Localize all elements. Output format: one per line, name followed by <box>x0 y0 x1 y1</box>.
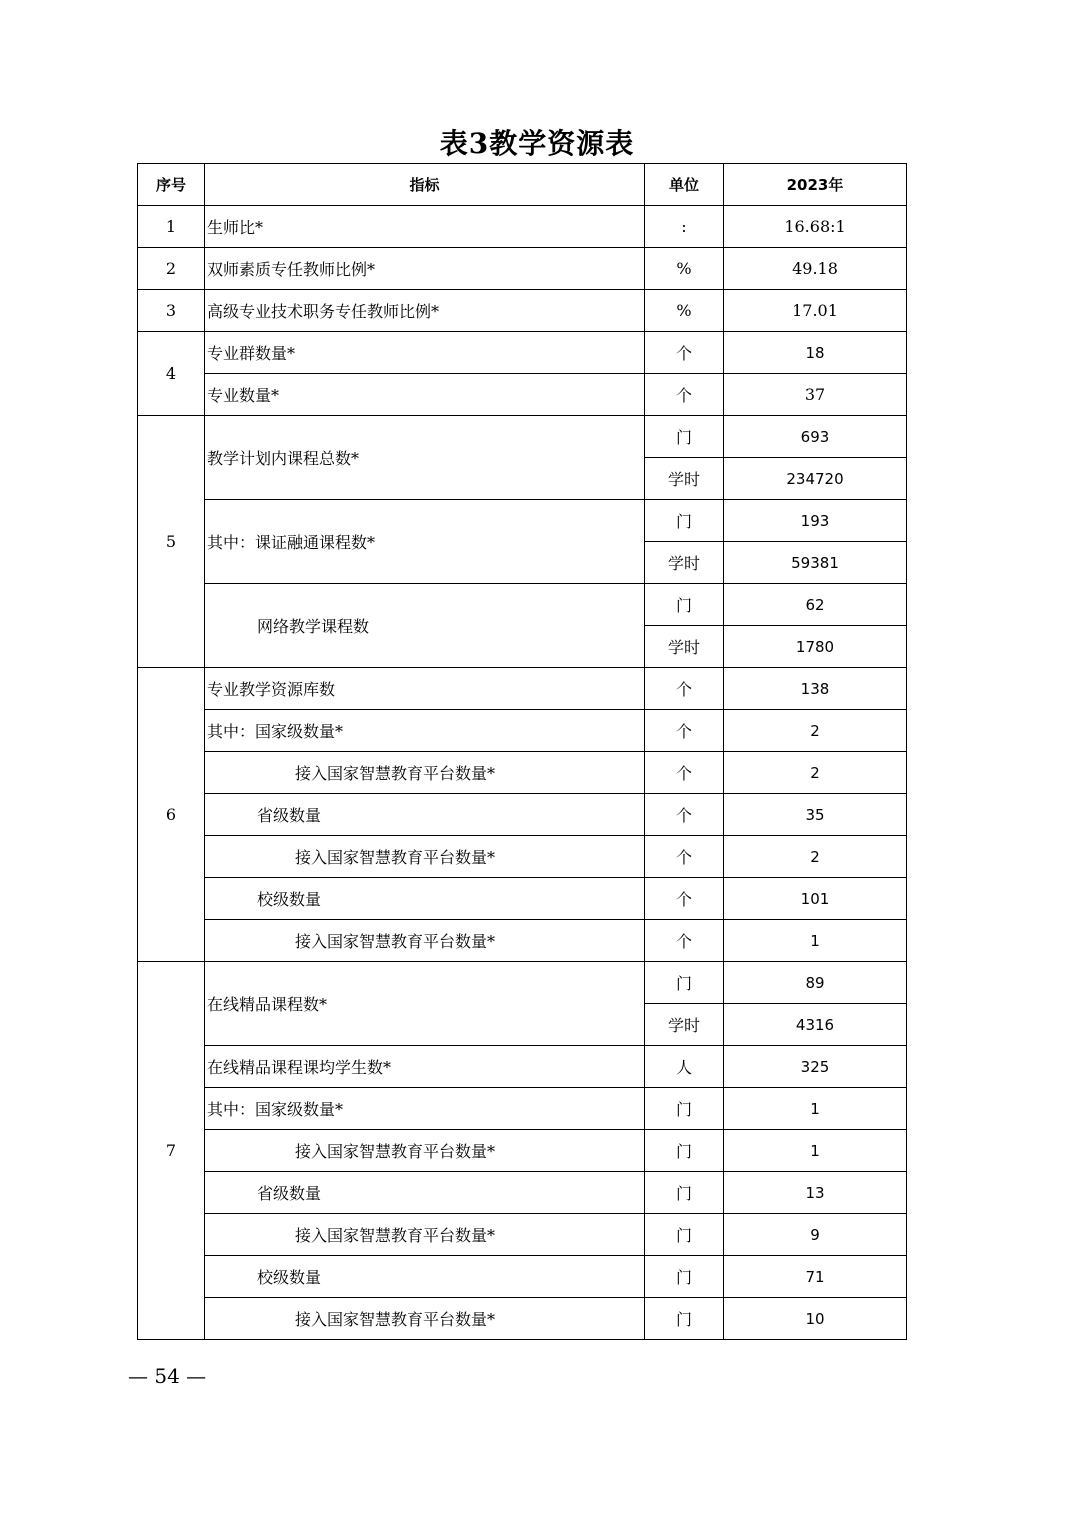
table-row <box>138 836 907 878</box>
row-indicator: 双师素质专任教师比例* <box>205 248 645 290</box>
row-indicator: 校级数量 <box>205 1256 645 1298</box>
teaching-resources-table <box>137 163 907 1340</box>
row-seq: 3 <box>138 290 205 332</box>
header-unit: 单位 <box>645 164 724 206</box>
row-indicator: 其中：国家级数量* <box>205 710 645 752</box>
table-row <box>138 668 907 710</box>
row-indicator: 网络教学课程数 <box>205 584 645 668</box>
table-row <box>138 752 907 794</box>
header-indicator: 指标 <box>205 164 645 206</box>
row-unit: 门 <box>645 1130 724 1172</box>
row-unit: 门 <box>645 584 724 626</box>
row-indicator: 在线精品课程课均学生数* <box>205 1046 645 1088</box>
row-unit: 门 <box>645 1256 724 1298</box>
row-indicator: 接入国家智慧教育平台数量* <box>205 1298 645 1340</box>
row-value: 2 <box>724 752 907 794</box>
row-indicator: 教学计划内课程总数* <box>205 416 645 500</box>
table-row <box>138 1256 907 1298</box>
row-value: 2 <box>724 710 907 752</box>
table-row <box>138 920 907 962</box>
row-unit: 门 <box>645 1214 724 1256</box>
row-value: 1 <box>724 1130 907 1172</box>
table-row <box>138 1298 907 1340</box>
row-unit: 门 <box>645 416 724 458</box>
row-indicator: 其中：国家级数量* <box>205 1088 645 1130</box>
row-unit: % <box>645 248 724 290</box>
row-value: 13 <box>724 1172 907 1214</box>
row-value: 138 <box>724 668 907 710</box>
row-seq: 2 <box>138 248 205 290</box>
table-row <box>138 1046 907 1088</box>
table-row <box>138 290 907 332</box>
row-unit: 个 <box>645 752 724 794</box>
row-indicator: 省级数量 <box>205 794 645 836</box>
row-indicator: 接入国家智慧教育平台数量* <box>205 920 645 962</box>
table-row <box>138 500 907 542</box>
table-row <box>138 248 907 290</box>
table-row <box>138 1214 907 1256</box>
table-row <box>138 962 907 1004</box>
row-unit: 个 <box>645 794 724 836</box>
row-indicator: 接入国家智慧教育平台数量* <box>205 752 645 794</box>
row-value: 1 <box>724 920 907 962</box>
row-value: 17.01 <box>724 290 907 332</box>
row-value: 35 <box>724 794 907 836</box>
row-indicator: 专业数量* <box>205 374 645 416</box>
row-seq: 5 <box>138 416 205 668</box>
row-unit: 学时 <box>645 458 724 500</box>
table-row <box>138 206 907 248</box>
row-value: 89 <box>724 962 907 1004</box>
table-row <box>138 416 907 458</box>
row-unit: % <box>645 290 724 332</box>
row-indicator: 生师比* <box>205 206 645 248</box>
table-row <box>138 1130 907 1172</box>
row-value: 71 <box>724 1256 907 1298</box>
row-value: 4316 <box>724 1004 907 1046</box>
row-unit: 个 <box>645 710 724 752</box>
row-unit: 学时 <box>645 626 724 668</box>
row-indicator: 省级数量 <box>205 1172 645 1214</box>
row-unit: 门 <box>645 962 724 1004</box>
row-value: 234720 <box>724 458 907 500</box>
row-indicator: 接入国家智慧教育平台数量* <box>205 836 645 878</box>
row-unit: 门 <box>645 1088 724 1130</box>
row-unit: 个 <box>645 668 724 710</box>
row-unit: 门 <box>645 1172 724 1214</box>
row-value: 18 <box>724 332 907 374</box>
header-year: 2023年 <box>724 164 907 206</box>
row-value: 9 <box>724 1214 907 1256</box>
row-value: 59381 <box>724 542 907 584</box>
row-unit: : <box>645 206 724 248</box>
table-row <box>138 1088 907 1130</box>
row-value: 16.68:1 <box>724 206 907 248</box>
row-value: 693 <box>724 416 907 458</box>
row-indicator: 在线精品课程数* <box>205 962 645 1046</box>
row-unit: 个 <box>645 836 724 878</box>
row-value: 193 <box>724 500 907 542</box>
table-row <box>138 1172 907 1214</box>
row-value: 325 <box>724 1046 907 1088</box>
table-row <box>138 374 907 416</box>
row-seq: 6 <box>138 668 205 962</box>
row-unit: 学时 <box>645 542 724 584</box>
row-indicator: 校级数量 <box>205 878 645 920</box>
row-unit: 门 <box>645 1298 724 1340</box>
row-value: 49.18 <box>724 248 907 290</box>
row-value: 10 <box>724 1298 907 1340</box>
row-seq: 1 <box>138 206 205 248</box>
row-indicator: 高级专业技术职务专任教师比例* <box>205 290 645 332</box>
row-unit: 个 <box>645 920 724 962</box>
row-seq: 4 <box>138 332 205 416</box>
row-value: 101 <box>724 878 907 920</box>
row-unit: 个 <box>645 332 724 374</box>
table-body <box>138 206 907 1340</box>
row-indicator: 接入国家智慧教育平台数量* <box>205 1130 645 1172</box>
table-row <box>138 710 907 752</box>
table-title: 表3教学资源表 <box>439 127 635 160</box>
row-indicator: 专业教学资源库数 <box>205 668 645 710</box>
row-indicator: 专业群数量* <box>205 332 645 374</box>
row-value: 37 <box>724 374 907 416</box>
row-unit: 门 <box>645 500 724 542</box>
header-seq: 序号 <box>138 164 205 206</box>
table-row <box>138 878 907 920</box>
row-indicator: 接入国家智慧教育平台数量* <box>205 1214 645 1256</box>
row-value: 1 <box>724 1088 907 1130</box>
row-seq: 7 <box>138 962 205 1340</box>
table-header-row <box>138 164 907 206</box>
row-indicator: 其中：课证融通课程数* <box>205 500 645 584</box>
row-unit: 学时 <box>645 1004 724 1046</box>
page-number: — 54 — <box>128 1364 207 1388</box>
table-row <box>138 332 907 374</box>
table-row <box>138 584 907 626</box>
row-unit: 个 <box>645 878 724 920</box>
row-unit: 个 <box>645 374 724 416</box>
row-value: 62 <box>724 584 907 626</box>
table-row <box>138 794 907 836</box>
row-value: 2 <box>724 836 907 878</box>
row-value: 1780 <box>724 626 907 668</box>
row-unit: 人 <box>645 1046 724 1088</box>
